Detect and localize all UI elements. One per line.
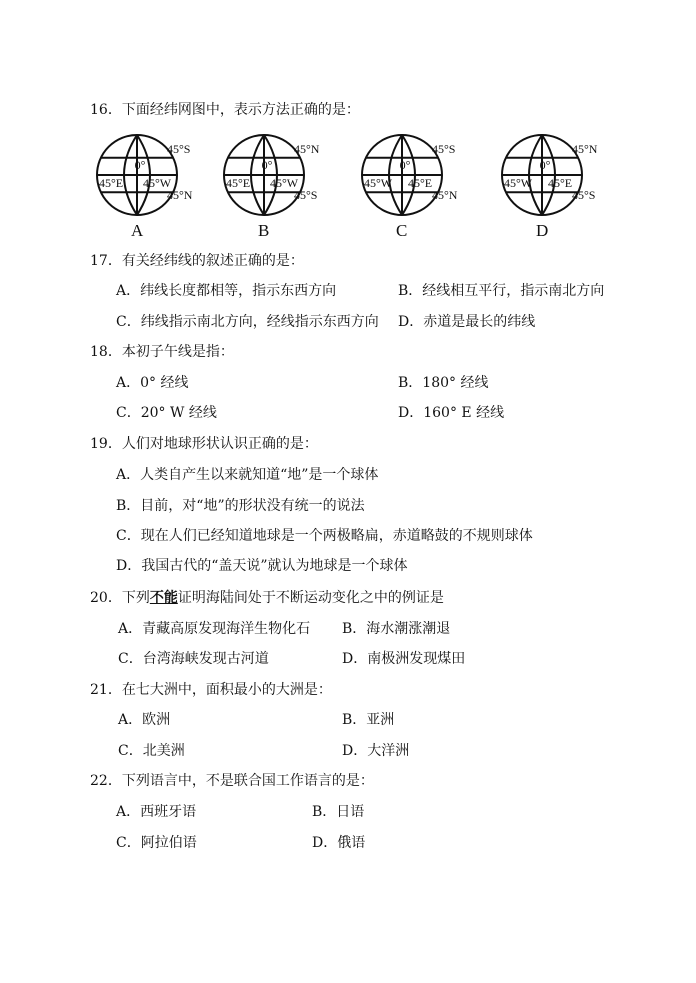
latitude-label-bottom: 45°S	[572, 188, 596, 202]
q18-option-d[interactable]: D．160° E 经线	[398, 405, 505, 421]
q17-option-b[interactable]: B．经线相互平行，指示南北方向	[398, 283, 605, 299]
q22-option-c[interactable]: C．阿拉伯语	[116, 835, 197, 851]
longitude-label-left: 45°W	[504, 176, 533, 190]
q19-stem: 19．人们对地球形状认识正确的是：	[90, 436, 318, 452]
latitude-label-top: 45°N	[294, 142, 320, 156]
q21-option-c[interactable]: C．北美洲	[118, 743, 185, 759]
latitude-label-top: 45°N	[572, 142, 598, 156]
q19-option-c[interactable]: C．现在人们已经知道地球是一个两极略扁，赤道略鼓的不规则球体	[116, 528, 533, 544]
option-letter-d[interactable]: D	[536, 221, 549, 240]
longitude-label-right: 45°E	[548, 176, 573, 190]
q21-option-d[interactable]: D．大洋洲	[342, 743, 410, 759]
q20-option-a[interactable]: A．青藏高原发现海洋生物化石	[118, 621, 311, 637]
longitude-label-left: 45°W	[364, 176, 393, 190]
equator-degree-label: 0°	[261, 158, 273, 172]
q21-stem: 21．在七大洲中，面积最小的大洲是：	[90, 682, 332, 698]
q20-stem-suffix: 证明海陆间处于不断运动变化之中的例证是	[177, 590, 444, 606]
latitude-label-bottom: 45°N	[432, 188, 458, 202]
q22-stem: 22．下列语言中，不是联合国工作语言的是：	[90, 773, 374, 789]
q19-option-d[interactable]: D．我国古代的“盖天说”就认为地球是一个球体	[116, 558, 408, 574]
q18-option-a[interactable]: A．0° 经线	[116, 375, 189, 391]
equator-degree-label: 0°	[539, 158, 551, 172]
equator-degree-label: 0°	[399, 158, 411, 172]
latitude-label-bottom: 45°N	[167, 188, 193, 202]
longitude-label-right: 45°W	[270, 176, 299, 190]
q17-stem: 17．有关经纬线的叙述正确的是：	[90, 253, 304, 269]
option-letter-c[interactable]: C	[396, 221, 408, 240]
option-letter-b[interactable]: B	[258, 221, 270, 240]
latitude-label-top: 45°S	[432, 142, 456, 156]
longitude-label-right: 45°E	[408, 176, 433, 190]
q19-option-b[interactable]: B．目前，对“地”的形状没有统一的说法	[116, 498, 365, 514]
longitude-label-right: 45°W	[143, 176, 172, 190]
q17-option-a[interactable]: A．纬线长度都相等，指示东西方向	[116, 283, 337, 299]
globe-c	[358, 127, 498, 227]
q19-option-a[interactable]: A．人类自产生以来就知道“地”是一个球体	[116, 467, 379, 483]
q20-stem-emphasis: 不能	[149, 590, 178, 606]
latitude-label-top: 45°S	[167, 142, 191, 156]
equator-degree-label: 0°	[134, 158, 146, 172]
q17-option-c[interactable]: C．纬线指示南北方向，经线指示东西方向	[116, 314, 379, 330]
q17-option-d[interactable]: D．赤道是最长的纬线	[398, 314, 536, 330]
globe-a	[93, 127, 233, 227]
q16-stem: 16．下面经纬网图中，表示方法正确的是：	[90, 102, 360, 118]
longitude-label-left: 45°E	[99, 176, 124, 190]
q20-option-b[interactable]: B．海水潮涨潮退	[342, 621, 451, 637]
q22-option-a[interactable]: A．西班牙语	[116, 804, 197, 820]
q22-option-d[interactable]: D．俄语	[312, 835, 366, 851]
q20-option-c[interactable]: C．台湾海峡发现古河道	[118, 651, 269, 667]
latitude-label-bottom: 45°S	[294, 188, 318, 202]
q18-stem: 18．本初子午线是指：	[90, 344, 234, 360]
q21-option-a[interactable]: A．欧洲	[118, 712, 171, 728]
globe-d	[498, 127, 638, 227]
q21-option-b[interactable]: B．亚洲	[342, 712, 395, 728]
q20-option-d[interactable]: D．南极洲发现煤田	[342, 651, 466, 667]
longitude-label-left: 45°E	[226, 176, 251, 190]
q18-option-c[interactable]: C．20° W 经线	[116, 405, 217, 421]
q20-stem-prefix: 20．下列	[90, 590, 150, 606]
q20-stem	[90, 589, 444, 607]
q18-option-b[interactable]: B．180° 经线	[398, 375, 489, 391]
q22-option-b[interactable]: B．日语	[312, 804, 365, 820]
globe-b	[220, 127, 360, 227]
option-letter-a[interactable]: A	[131, 221, 144, 240]
